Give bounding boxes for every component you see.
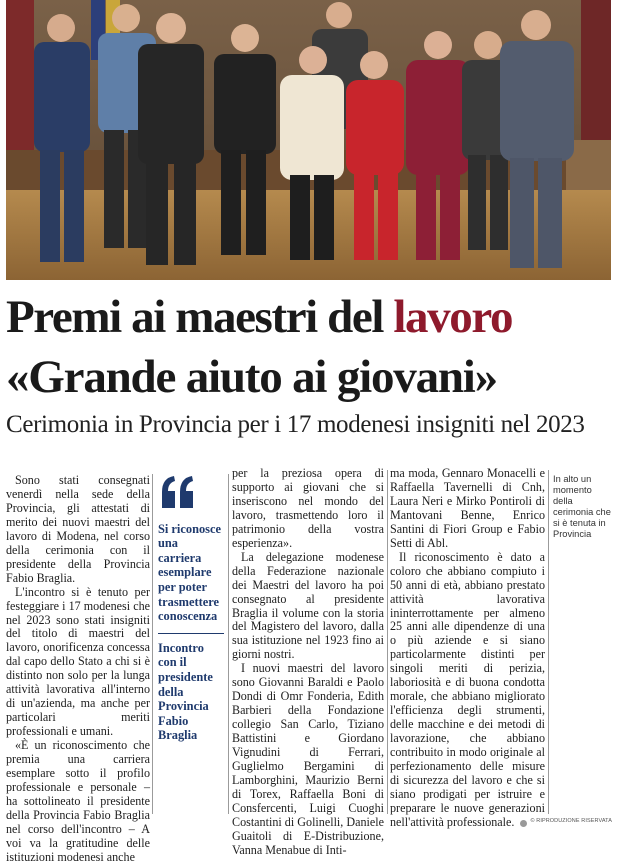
article-paragraph: ma moda, Gennaro Monacelli e Raffaella Tavernelli di Cnh, Laura Neri e Mirko Pontiroli di Mantovani Benne, Enrico Santini di Fiori Group e Fabio Setti di Abl. xyxy=(390,466,545,550)
subheadline: Cerimonia in Provincia per i 17 modenesi insigniti nel 2023 xyxy=(6,411,585,438)
article-paragraph: La delegazione modenese della Federazione nazionale dei Maestri del lavoro ha poi consegnato al presidente Braglia il volume con la storia del Magistero del lavoro, dalla sua istituzione nel 1923 fino ai giorni nostri. xyxy=(232,549,384,662)
headline-accent: lavoro xyxy=(393,291,513,343)
column-divider xyxy=(387,470,388,814)
article-paragraph: «È un riconoscimento che premia una carriera esemplare sotto il profilo professionale e personale – ha sottolineato il presidente della Provincia Fabio Braglia nel corso dell'incontro – A voi va la gratitudine delle istituzioni modenesi anche xyxy=(6,738,150,864)
article-paragraph xyxy=(390,551,545,830)
pull-quote-divider xyxy=(158,633,224,634)
pull-quote-subtext: Incontro con il presidente della Provincia Fabio Braglia xyxy=(158,640,213,743)
headline-line-1 xyxy=(6,292,612,342)
article-paragraph: L'incontro si è tenuto per festeggiare i 17 modenesi che nel 2023 sono stati insigniti del titolo di maestri del lavoro, onorificenza concessa dal capo dello Stato a chi si è distinto non solo per la lunga attività lavorativa all'interno di un'azienda, ma anche per particolari meriti professionali e umani. xyxy=(6,584,150,739)
quote-mark-icon xyxy=(158,474,198,510)
article-paragraph: per la preziosa opera di supporto ai giovani che si inseriscono nel mondo del lavoro, trasmettendo loro il patrimonio della vostra esperienza». xyxy=(232,466,384,550)
pull-quote xyxy=(158,474,224,743)
article-column-4 xyxy=(390,467,545,830)
group-photo-icon xyxy=(6,0,611,280)
group-photo xyxy=(6,0,611,280)
article-paragraph: Sono stati consegnati venerdì nella sede della Provincia, gli attestati di merito dei nuovi maestri del lavoro di Modena, nel corso della cerimonia con il presidente della Provincia Fabio Braglia. xyxy=(6,473,150,585)
article-paragraph: I nuovi maestri del lavoro sono Giovanni Baraldi e Paolo Dondi di Omr Fonderia, Edith Barbieri della Fondazione collegio San Carlo, Tiziano Battistini e Giordano Vignudini di Ferrari, Guglielmo Bergamini di Lamborghini, Maurizio Berni di Torex, Raffaella Boni di Consfercenti, Luigi Cuoghi Costantini di Golinelli, Daniele Guaitoli di E-Distribuzione, Vanna Menabue di Inti- xyxy=(232,661,384,857)
headline-line-2: «Grande aiuto ai giovani» xyxy=(6,351,497,403)
article-column-3 xyxy=(232,467,384,858)
pull-quote-text: Si riconosce una carriera esemplare per poter trasmettere conoscenza xyxy=(158,521,221,624)
article-column-1 xyxy=(6,474,150,865)
article-paragraph-text: Il riconoscimento è dato a coloro che abbiano compiuto i 50 anni di età, abbiano prestato attività lavorativa ininterrottamente per almeno 25 anni alle dipendenze di una o più aziende e si siano particolarmente distinti per singoli meriti di perizia, laboriosità e di buona condotta morale, che abbiano migliorato l'efficienza degli strumenti, delle macchine e dei metodi di lavorazione, che abbiano contribuito in modo originale al perfezionamento delle misure di sicurezza del lavoro e che si siano prodigati per istruire e preparare le nuove generazioni nell'attività professionale. xyxy=(390,549,545,829)
column-divider xyxy=(228,474,229,814)
headline-part-1: Premi ai maestri del xyxy=(6,291,394,343)
column-divider xyxy=(152,474,153,814)
photo-caption: In alto un momento della cerimonia che si è tenuta in Provincia xyxy=(553,474,611,539)
column-divider xyxy=(548,470,549,814)
copyright-notice: © RIPRODUZIONE RISERVATA xyxy=(530,818,612,824)
